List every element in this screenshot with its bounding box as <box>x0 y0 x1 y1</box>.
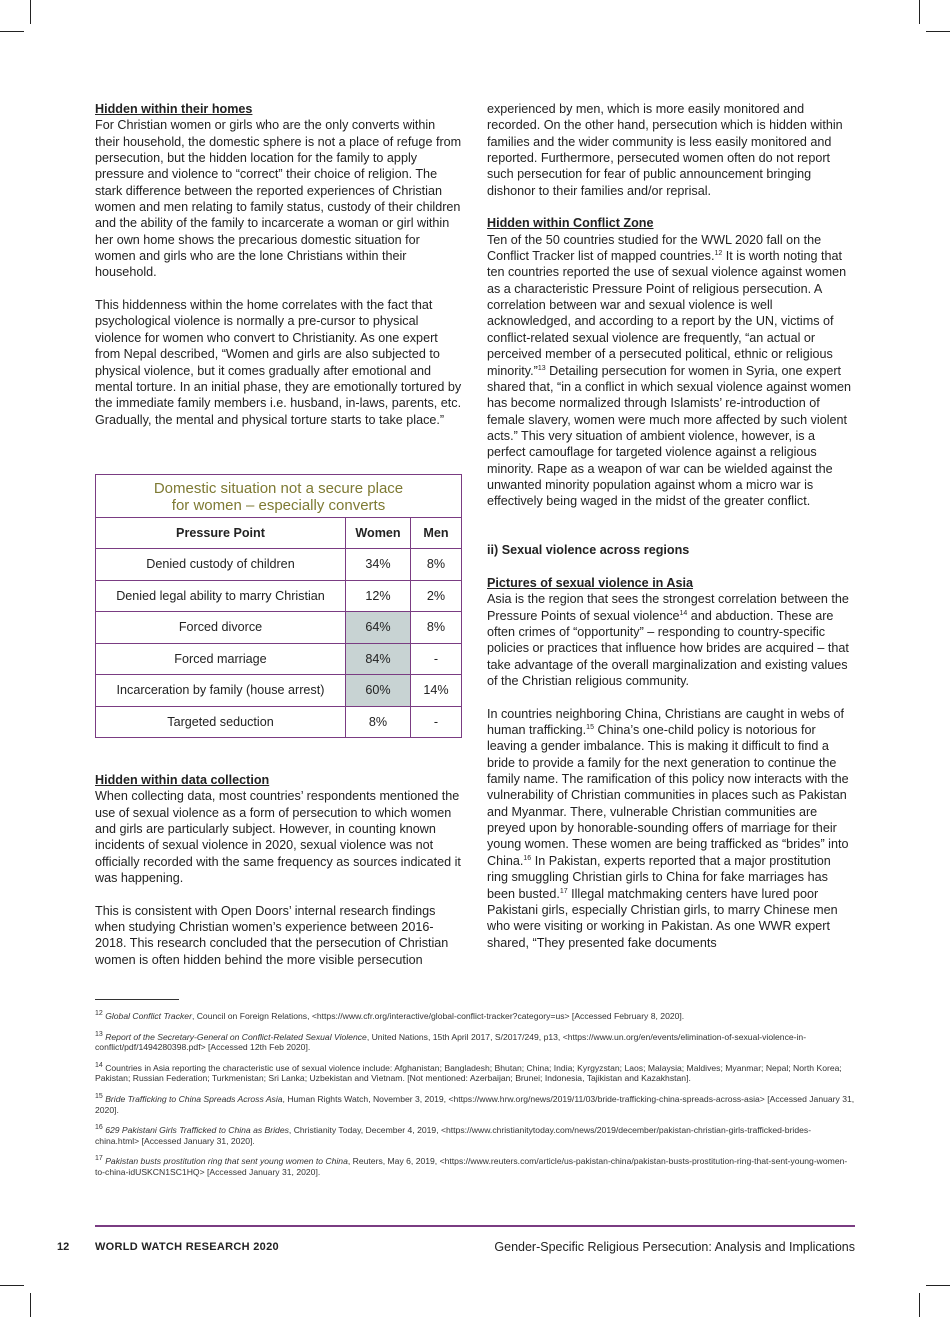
footnote-text: , United Nations, 15th April 2017, S/2017/249, p13, <https://www.un.org/en/events/elimination-of-sexual-violence-in-conflict/pdf/1494280398.pdf> [Accessed 12th Feb 2020]. <box>95 1031 807 1053</box>
footnote-text: , Reuters, May 6, 2019, <https://www.reuters.com/article/us-pakistan-china/pakistan-busts-prostitution-ring-that-sent-young-women-to-china-idUSKCN1SC1HQ> [Accessed January 31, 2020]. <box>95 1156 848 1177</box>
crop-mark <box>30 1293 31 1317</box>
footnote-text: , Council on Foreign Relations, <https://www.cfr.org/interactive/global-conflict-tracker?category=us> [Accessed February 8, 2020]. <box>191 1011 685 1021</box>
text-run: In Pakistan, experts reported that a major prostitution ring smuggling Christian girls to China for fake marriages has been busted. <box>487 853 831 901</box>
paragraph <box>487 706 855 951</box>
text-run: In countries neighboring China, Christians are caught in webs of human trafficking. <box>487 706 845 738</box>
cell-women-highlighted: 64% <box>346 612 411 644</box>
paragraph <box>487 591 855 689</box>
section-heading-data-collection: Hidden within data collection <box>95 773 270 787</box>
footer-rule <box>95 1225 855 1227</box>
page-number: 12 <box>57 1241 70 1253</box>
crop-mark <box>919 1293 920 1317</box>
text-run: China’s one-child policy is notorious for leaving a gender imbalance. This is making it difficult to find a bride to provide a family for the next generation to continue the family name. The ramification of this policy now interacts with the vulnerability of Christian communities in places such as Pakistan and Myanmar. There, vulnerable Christian communities are preyed upon by honorable-sounding offers of marriage for their young women. These women are being trafficked as “brides” into China. <box>487 723 849 868</box>
column-header: Pressure Point <box>96 518 346 549</box>
text-run: Illegal matchmaking centers have lured poor Pakistani girls, especially Christian girls, to marry Chinese men who were visiting or working in Pakistan. As one WWR expert shared, “They presented fake documents <box>487 886 838 950</box>
cell-pressure-point: Targeted seduction <box>96 706 346 738</box>
footnote-number: 15 <box>95 1093 103 1101</box>
footnote <box>95 1094 855 1115</box>
cell-men: - <box>411 706 462 738</box>
cell-men: 8% <box>411 549 462 581</box>
column-header: Women <box>346 518 411 549</box>
text-run: Ten of the 50 countries studied for the WWL 2020 fall on the Conflict Tracker list of mapped countries. <box>487 232 822 264</box>
cell-women-highlighted: 84% <box>346 643 411 675</box>
footnote-ref: 15 <box>586 723 594 731</box>
footnote-title: Global Conflict Tracker <box>105 1011 192 1021</box>
cell-women-highlighted: 60% <box>346 675 411 707</box>
footnote-ref: 14 <box>679 609 688 617</box>
column-header: Men <box>411 518 462 549</box>
paragraph: This is consistent with Open Doors’ internal research findings when studying Christian women’s experience between 2016-2018. This research concluded that the persecution of Christian women is often hidden behind the more visible persecution <box>95 903 449 967</box>
crop-mark <box>926 1285 950 1286</box>
cell-women: 12% <box>346 580 411 612</box>
text-run: It is worth noting that ten countries reported the use of sexual violence against women as a characteristic Pressure Point of religious persecution. A correlation between war and sexual violence is well acknowledged, and according to a report by the UN, victims of conflict-related sexual violence are frequently, “an actual or perceived member of a persecuted political, ethnic or religious minority.” <box>487 249 847 378</box>
paragraph: experienced by men, which is more easily monitored and recorded. On the other hand, persecution which is hidden within families and the wider community is less easily monitored and reported. Furthermore, persecuted women often do not report such persecution for fear of public announcement bringing dishonor to their families and/or reprisal. <box>487 102 843 198</box>
footnote-ref: 13 <box>537 364 546 372</box>
table-title-line: Domestic situation not a secure place <box>153 480 404 497</box>
paragraph: For Christian women or girls who are the only converts within their household, the domestic sphere is not a place of refuge from persecution, but the hidden location for the family to apply pressure and violence to “correct” their choice of religion. The stark difference between the reported experiences of Christian women and men relating to family status, custody of their children and the ability of the family to incarcerate a woman or girl within her own home shows the precarious domestic situation for women and girls who are the lone Christians within their household. <box>95 118 462 280</box>
section-heading-conflict-zone: Hidden within Conflict Zone <box>487 216 654 231</box>
section-heading-asia: Pictures of sexual violence in Asia <box>487 575 694 590</box>
footnote <box>95 1125 855 1146</box>
right-column <box>487 101 855 951</box>
footnote <box>95 1063 855 1084</box>
footnote-title: Bride Trafficking to China Spreads Across Asia <box>105 1093 283 1104</box>
text-run: Asia is the region that sees the strongest correlation between the Pressure Points of sexual violence <box>487 592 849 623</box>
text-run: Detailing persecution for women in Syria, one expert shared that, “in a conflict in which sexual violence against women has become normalized through Islamists’ re-introduction of female slavery, women were much more affected by such violent acts.” This very situation of ambient violence, however, is a perfect camouflage for targeted violence against a religious minority. Rape as a weapon of war can be wielded against the unwanted minority population against whom a micro war is effectively being waged in the midst of the greater conflict. <box>487 363 852 509</box>
crop-mark <box>926 31 950 32</box>
table-row <box>96 675 462 707</box>
cell-women: 34% <box>346 549 411 581</box>
table-row <box>96 643 462 675</box>
footnote-text: Countries in Asia reporting the characteristic use of sexual violence include: Afghanistan; Bangladesh; Bhutan; China; India; Kyrgyzstan; Laos; Malaysia; Maldives; Myanmar; Nepal; North Korea; Pakistan; Russian Federation; Turkmenistan; Sri Lanka; Uzbekistan and Vietnam. [Not mentioned: Azerbaijan; Brunei; Indonesia, Tajikistan and Kazakhstan]. <box>95 1062 842 1084</box>
cell-pressure-point: Incarceration by family (house arrest) <box>96 675 346 707</box>
left-column-bottom <box>95 772 463 968</box>
cell-pressure-point: Denied legal ability to marry Christian <box>96 580 346 612</box>
footnote <box>95 1032 855 1053</box>
footnote-number: 13 <box>95 1030 103 1038</box>
table-row <box>96 580 462 612</box>
cell-men: 14% <box>411 675 462 707</box>
footnote-text: , Christianity Today, December 4, 2019, <https://www.christianitytoday.com/news/2019/december/pakistan-christian-girls-trafficked-brides-china.html> [Accessed January 31, 2020]. <box>95 1125 812 1146</box>
paragraph <box>487 232 855 510</box>
table-title-line: for women – especially converts <box>171 497 386 514</box>
left-column-top <box>95 101 463 428</box>
footnote-divider <box>95 999 179 1000</box>
publication-name: WORLD WATCH RESEARCH 2020 <box>95 1241 279 1253</box>
text-run: and abduction. These are often crimes of “opportunity” – responding to country-specific policies or practices that influence how brides are acquired – that take advantage of the overall marginalization and existing values of the Christian religious community. <box>487 608 849 689</box>
table-row <box>96 706 462 738</box>
cell-pressure-point: Forced marriage <box>96 643 346 675</box>
crop-mark <box>30 0 31 24</box>
footnote-number: 16 <box>95 1124 103 1132</box>
footnote <box>95 1156 855 1177</box>
paragraph: This hiddenness within the home correlates with the fact that psychological violence is normally a pre-cursor to physical violence for women who convert to Christianity. As one expert from Nepal described, “Women and girls are also subjected to physical violence, but it comes gradually after emotional and mental torture. In an initial phase, they are emotionally tortured by the immediate family members i.e. husband, in-laws, parents, etc. Gradually, the mental and physical torture starts to take place.” <box>95 298 462 427</box>
pressure-point-table <box>95 474 462 738</box>
footnote-ref: 12 <box>714 249 723 257</box>
table-row <box>96 612 462 644</box>
table-title <box>96 475 462 518</box>
footnote-text: , Human Rights Watch, November 3, 2019, <https://www.hrw.org/news/2019/11/03/bride-trafficking-china-spreads-across-asia> [Accessed January 31, 2020]. <box>95 1093 855 1115</box>
footnote-title: Pakistan busts prostitution ring that sent young women to China <box>105 1156 348 1167</box>
paragraph: When collecting data, most countries’ respondents mentioned the use of sexual violence as a form of persecution to which women and girls are particularly subject. However, in counting known incidents of sexual violence in 2020, sexual violence was not officially recorded with the same frequency as sources indicated it was happening. <box>95 789 461 886</box>
footnote-number: 12 <box>95 1010 103 1018</box>
cell-men: 8% <box>411 612 462 644</box>
footnote-number: 17 <box>95 1155 103 1163</box>
footnote-title: 629 Pakistani Girls Trafficked to China as Brides <box>105 1125 289 1136</box>
footnote <box>95 1011 855 1022</box>
footnote-number: 14 <box>95 1061 103 1069</box>
footnote-ref: 17 <box>559 887 568 895</box>
table-row <box>96 549 462 581</box>
section-heading-homes: Hidden within their homes <box>95 102 253 116</box>
crop-mark <box>0 1285 24 1286</box>
crop-mark <box>919 0 920 24</box>
crop-mark <box>0 31 24 32</box>
cell-men: 2% <box>411 580 462 612</box>
cell-women: 8% <box>346 706 411 738</box>
footnotes <box>95 1011 855 1188</box>
footnote-ref: 16 <box>523 854 532 862</box>
footnote-title: Report of the Secretary-General on Conflict-Related Sexual Violence <box>105 1031 367 1042</box>
cell-pressure-point: Forced divorce <box>96 612 346 644</box>
document-title: Gender-Specific Religious Persecution: Analysis and Implications <box>494 1240 855 1254</box>
section-heading-regions: ii) Sexual violence across regions <box>487 543 690 558</box>
cell-pressure-point: Denied custody of children <box>96 549 346 581</box>
cell-men: - <box>411 643 462 675</box>
